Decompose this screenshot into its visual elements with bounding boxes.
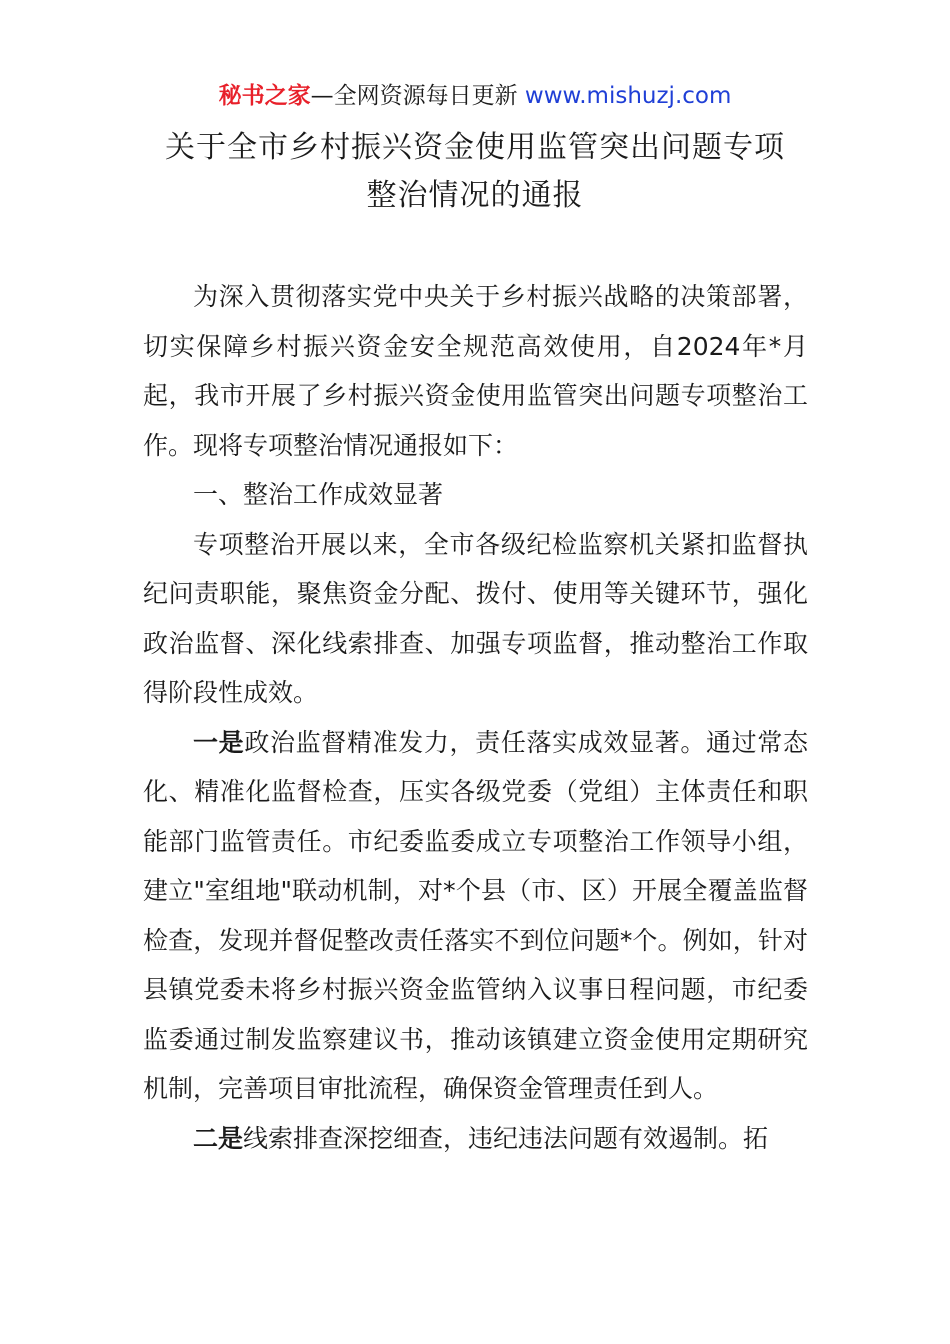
point-1-lead: 一是 (193, 727, 245, 757)
title-line-2: 整治情况的通报 (366, 178, 584, 213)
brand-name: 秘书之家 (218, 83, 311, 109)
document-title (120, 124, 830, 220)
site-header (0, 80, 950, 112)
point-2-text: 线索排查深挖细查，违纪违法问题有效遏制。拓 (243, 1123, 769, 1153)
site-url-link[interactable]: www.mishuzj.com (524, 83, 732, 109)
section-1-paragraph: 专项整治开展以来，全市各级纪检监察机关紧扣监督执纪问责职能，聚焦资金分配、拨付、使用等关键环节，强化政治监督、深化线索排查、加强专项监督，推动整治工作取得阶段性成效。 (143, 529, 808, 707)
intro-paragraph: 为深入贯彻落实党中央关于乡村振兴战略的决策部署，切实保障乡村振兴资金安全规范高效使用，自2024年*月起，我市开展了乡村振兴资金使用监管突出问题专项整治工作。现将专项整治情况通报如下： (143, 282, 808, 460)
section-heading-1: 一、整治工作成效显著 (193, 480, 444, 509)
title-line-1: 关于全市乡村振兴资金使用监管突出问题专项 (165, 130, 785, 165)
point-1-text: 政治监督精准发力，责任落实成效显著。通过常态化、精准化监督检查，压实各级党委（党组）主体责任和职能部门监管责任。市纪委监委成立专项整治工作领导小组，建立"室组地"联动机制，对*个县（市、区）开展全覆盖监督检查，发现并督促整改责任落实不到位问题*个。例如，针对县镇党委未将乡村振兴资金监管纳入议事日程问题，市纪委监委通过制发监察建议书，推动该镇建立资金使用定期研究机制，完善项目审批流程，确保资金管理责任到人。 (143, 727, 808, 1103)
document-body (143, 272, 808, 1163)
header-tagline: —全网资源每日更新 (310, 83, 518, 109)
point-2-lead: 二是 (193, 1123, 244, 1153)
point-1-paragraph (143, 718, 808, 1114)
point-2-paragraph (143, 1114, 808, 1164)
